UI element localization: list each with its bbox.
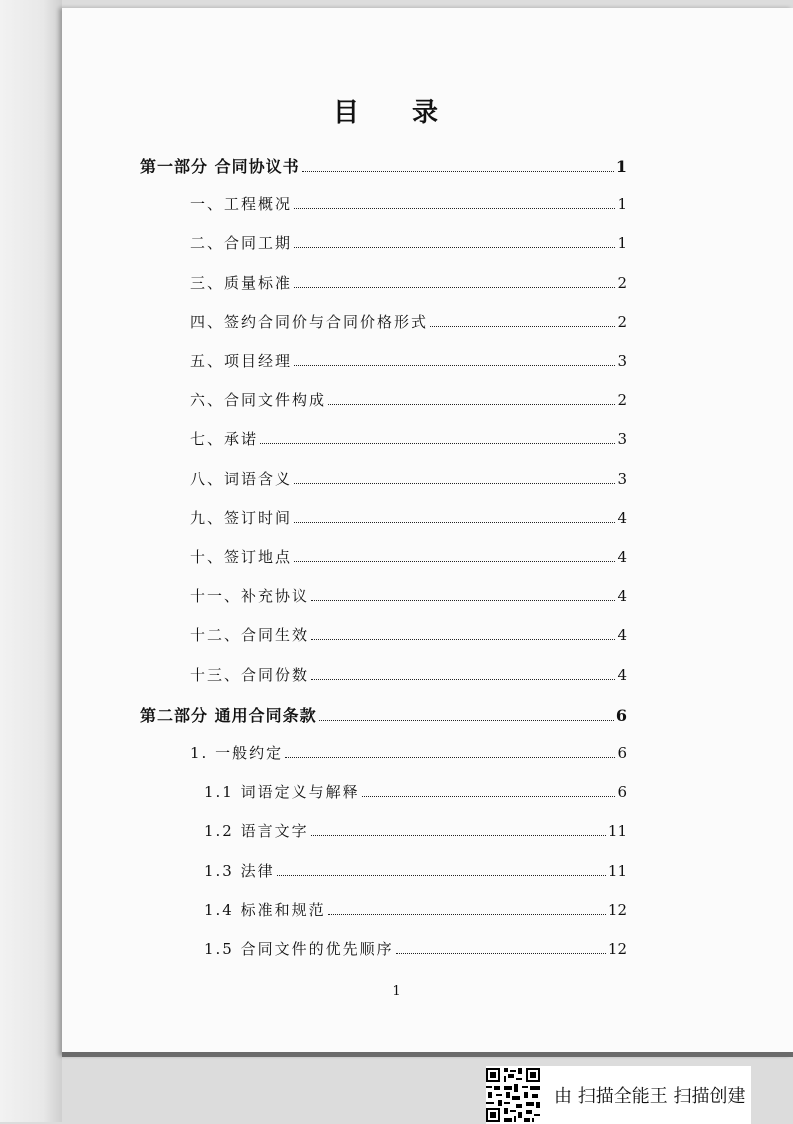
toc-dot-leader [294,561,615,562]
toc-entry-page: 3 [617,430,627,449]
toc-entry-label: 十、签订地点 [190,548,293,566]
scanner-watermark [486,1066,751,1124]
toc-entry-label: 十二、合同生效 [190,626,310,645]
toc-entry [190,546,627,570]
toc-entry-label: 六、合同文件构成 [190,391,327,410]
toc-dot-leader [260,443,615,444]
toc-dot-leader [319,720,614,721]
page-bottom-edge [62,1052,793,1057]
toc-entry-page: 2 [617,391,627,410]
toc-entry-page: 11 [607,822,627,841]
toc-entry-page: 4 [617,508,627,527]
toc-entry-page: 11 [607,861,627,880]
toc-entry [190,232,627,256]
toc-entry-label: 1.5 合同文件的优先顺序 [204,940,394,958]
toc-entry-page: 3 [617,352,627,370]
toc-entry-page: 2 [617,273,627,292]
toc-entry [204,781,627,805]
toc-entry-label: 八、词语含义 [190,469,293,488]
toc-entry-label: 七、承诺 [190,430,259,449]
toc-entry [190,311,627,335]
toc-entry-page: 6 [615,705,627,725]
toc-entry-page: 12 [607,940,627,958]
toc-entry-page: 3 [617,469,627,488]
toc-dot-leader [362,796,616,797]
toc-dot-leader [311,639,615,640]
toc-entry-page: 4 [617,665,627,684]
toc-entry-label: 一、工程概况 [190,195,293,214]
toc-entry-page: 4 [617,548,627,566]
toc-dot-leader [294,483,615,484]
toc-dot-leader [311,835,606,836]
toc-dot-leader [328,914,606,915]
toc-entry-page: 4 [617,626,627,645]
toc-dot-leader [294,247,615,248]
watermark-text: 由 扫描全能王 扫描创建 [554,1086,746,1107]
toc-dot-leader [311,679,615,680]
toc-entry-page: 1 [617,195,627,214]
toc-entry-page: 2 [617,312,627,331]
toc-entry-label: 1.1 词语定义与解释 [204,783,360,802]
toc-entry [190,389,627,413]
toc-entry-label: 二、合同工期 [190,234,293,253]
toc-dot-leader [277,875,606,876]
toc-entry-label: 1.4 标准和规范 [204,900,326,919]
toc-entry [204,860,627,884]
toc-entry [204,938,627,962]
toc-entry-page: 1 [615,157,627,176]
toc-entry-page: 6 [617,783,627,802]
toc-title: 目 录 [332,98,461,128]
toc-dot-leader [294,287,615,288]
toc-dot-leader [294,208,615,209]
toc-dot-leader [285,757,615,758]
scan-left-margin [0,0,62,1122]
toc-entry-label: 十三、合同份数 [190,665,310,684]
toc-entry-page: 1 [617,234,627,253]
toc-entry-label: 五、项目经理 [190,352,293,370]
toc-entry [190,624,627,648]
toc-dot-leader [294,365,615,366]
toc-entry [190,664,627,688]
toc-dot-leader [328,404,615,405]
toc-entry-label: 三、质量标准 [190,273,293,292]
toc-entry [204,899,627,923]
toc-entry-page: 4 [617,587,627,606]
toc-entry [190,428,627,452]
toc-entry [190,272,627,296]
qr-code-icon [486,1068,540,1122]
toc-entry [190,585,627,609]
toc-dot-leader [311,600,615,601]
toc-entry-label: 第二部分 通用合同条款 [140,705,317,725]
toc-entry-label: 第一部分 合同协议书 [140,157,300,176]
toc-entry-label: 四、签约合同价与合同价格形式 [190,312,429,331]
toc-entry [190,742,627,766]
toc-part-heading [140,703,627,727]
toc-entry-label: 1.2 语言文字 [204,822,309,841]
toc-entry-page: 12 [607,900,627,919]
toc-dot-leader [302,171,614,172]
toc-entry [204,820,627,844]
toc-entry-label: 九、签订时间 [190,508,293,527]
toc-entry-label: 1. 一般约定 [190,744,284,762]
toc-dot-leader [430,326,615,327]
toc-entry [190,507,627,531]
toc-entry [190,350,627,374]
toc-entry-label: 十一、补充协议 [190,587,310,606]
toc-entry-label: 1.3 法律 [204,861,275,880]
toc-entry [190,468,627,492]
toc-entry [190,193,627,217]
toc-dot-leader [396,953,606,954]
page-number: 1 [392,984,401,999]
toc-part-heading [140,154,627,178]
toc-entry-page: 6 [617,744,627,762]
toc-dot-leader [294,522,615,523]
